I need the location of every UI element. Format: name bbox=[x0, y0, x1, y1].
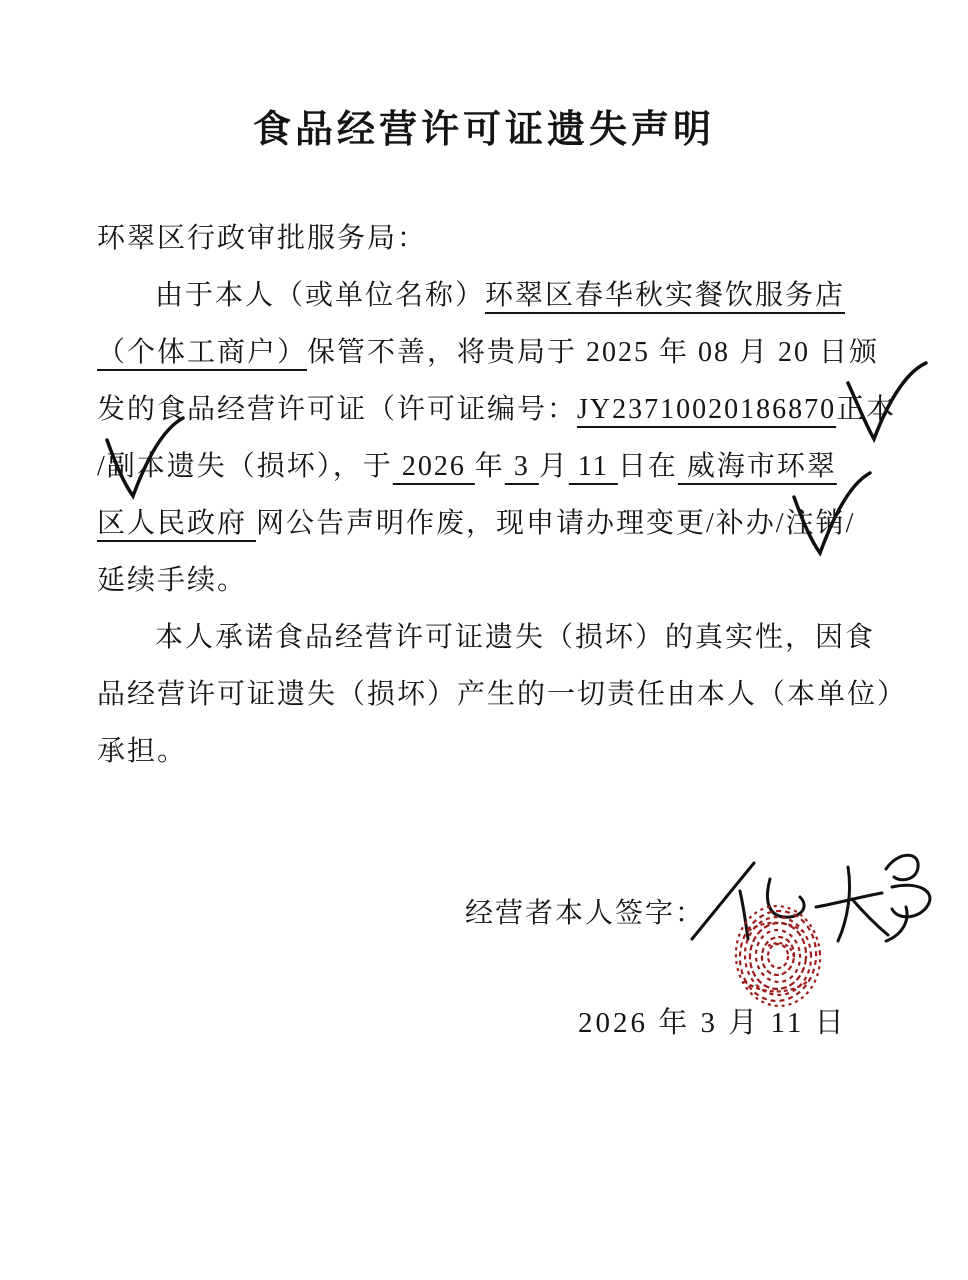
duplicate-copy-text: 副本 bbox=[106, 451, 167, 482]
day-underline: 11 bbox=[568, 451, 618, 482]
date-line: 2026 年 3 月 11 日 bbox=[578, 1007, 847, 1039]
gov-site-underline-1: 威海市环翠 bbox=[677, 451, 837, 482]
promise-line-2: 品经营许可证遗失（损坏）产生的一切责任由本人（本单位） bbox=[97, 679, 908, 710]
company-name-underline: 环翠区春华秋实餐饮服务店 bbox=[485, 280, 846, 311]
body-line bbox=[97, 723, 877, 780]
signature-label: 经营者本人签字： bbox=[465, 898, 706, 929]
p1-prefix: 由于本人（或单位名称） bbox=[155, 280, 486, 311]
slash: / bbox=[845, 508, 856, 539]
issue-info: 保管不善，将贵局于 2025 年 08 月 20 日颁 bbox=[307, 337, 880, 368]
body-line bbox=[97, 267, 877, 324]
salutation-text: 环翠区行政审批服务局： bbox=[97, 223, 428, 254]
slash: / bbox=[97, 451, 107, 482]
body-line bbox=[97, 438, 877, 495]
year-unit: 年 bbox=[474, 451, 505, 482]
license-number-underline: JY23710020186870 bbox=[577, 394, 837, 425]
promise-line-1: 本人承诺食品经营许可证遗失（损坏）的真实性，因食 bbox=[155, 622, 876, 653]
body-line bbox=[97, 552, 877, 609]
body-line bbox=[97, 609, 877, 666]
fingerprint bbox=[728, 901, 828, 1011]
lost-mid: 遗失（损坏），于 bbox=[166, 451, 393, 482]
original-copy-option bbox=[836, 381, 896, 438]
gov-site-underline-2: 区人民政府 bbox=[97, 508, 257, 539]
body-line bbox=[97, 381, 897, 438]
salutation bbox=[97, 210, 877, 267]
month-unit: 月 bbox=[538, 451, 569, 482]
announce-rest: 网公告声明作废，现申请办理变更/补办/ bbox=[256, 508, 786, 539]
business-type-underline: （个体工商户） bbox=[97, 337, 308, 368]
cancel-option bbox=[786, 495, 846, 552]
day-suffix: 日在 bbox=[617, 451, 678, 482]
body-line bbox=[97, 666, 908, 723]
promise-line-3: 承担。 bbox=[97, 736, 188, 767]
document-title: 食品经营许可证遗失声明 bbox=[252, 109, 715, 151]
body-line bbox=[97, 495, 877, 552]
license-prefix: 发的食品经营许可证（许可证编号： bbox=[97, 394, 578, 425]
body-line bbox=[97, 324, 880, 381]
month-underline: 3 bbox=[504, 451, 539, 482]
cancel-option-text: 注销 bbox=[785, 508, 846, 539]
document-body bbox=[97, 210, 908, 780]
original-copy-text: 正本 bbox=[836, 394, 897, 425]
year-underline: 2026 bbox=[392, 451, 475, 482]
continue-line: 延续手续。 bbox=[97, 565, 248, 596]
duplicate-copy-option bbox=[107, 438, 167, 495]
